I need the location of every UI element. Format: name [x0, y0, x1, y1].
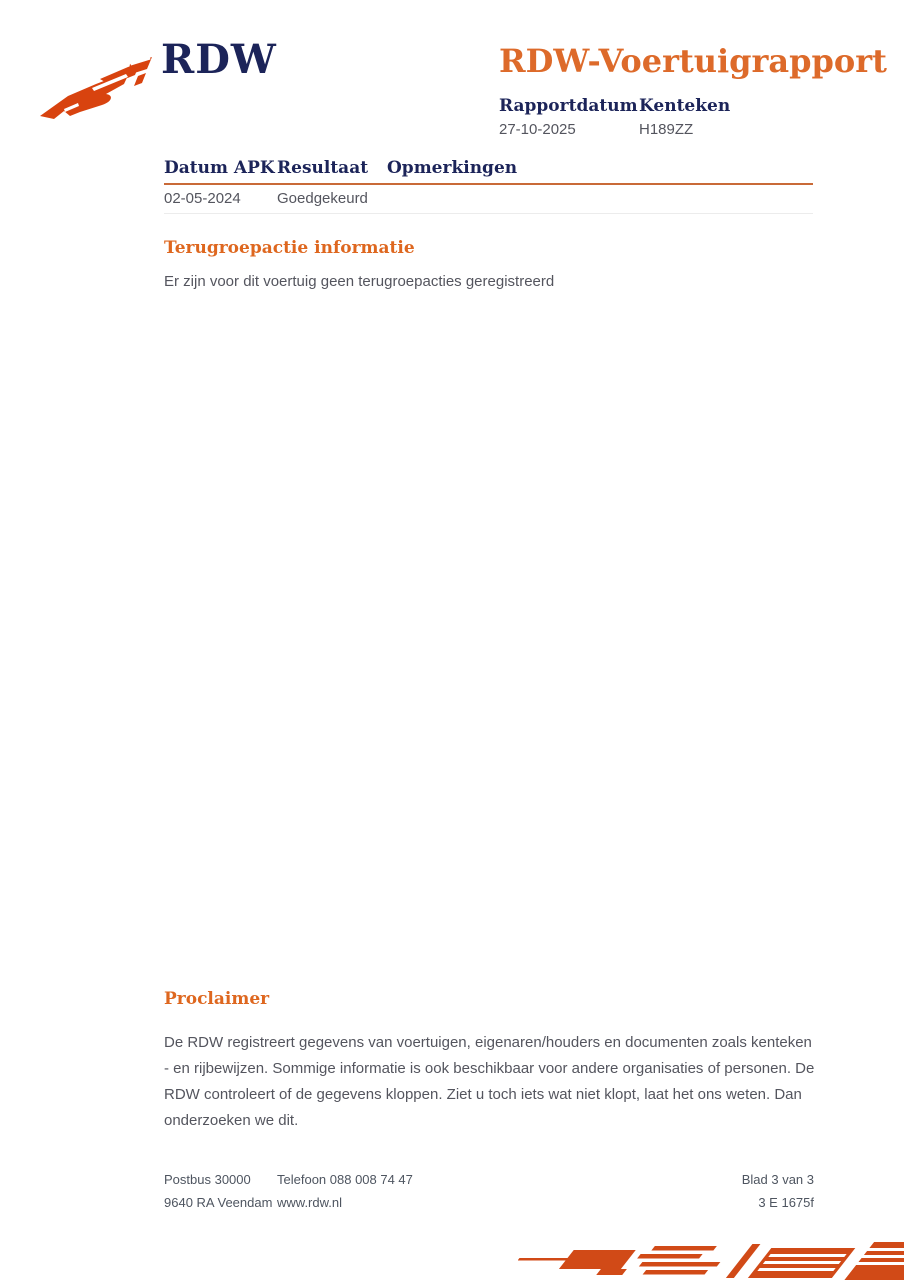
report-date-value: 27-10-2025 — [499, 121, 576, 138]
footer-phone: Telefoon 088 008 74 47 — [277, 1172, 413, 1187]
proclaimer-section — [164, 989, 819, 1134]
report-title: RDW-Voertuigrapport — [499, 42, 887, 80]
table-row — [164, 185, 813, 214]
footer-city: 9640 RA Veendam — [164, 1195, 273, 1210]
proclaimer-heading: Proclaimer — [164, 989, 270, 1009]
report-date-block — [499, 96, 638, 138]
rdw-flag-logo-icon — [34, 50, 162, 128]
apk-cell-datum: 02-05-2024 — [164, 190, 241, 207]
rdw-logotype: RDW — [161, 36, 277, 83]
apk-table-header-row — [164, 158, 813, 185]
recall-info-heading: Terugroepactie informatie — [164, 238, 415, 258]
license-plate-block — [639, 96, 730, 138]
recall-info-body: Er zijn voor dit voertuig geen terugroepacties geregistreerd — [164, 273, 555, 290]
bottom-stripes-graphic-icon — [518, 1242, 904, 1280]
page-footer — [164, 1166, 814, 1212]
footer-page-indicator: Blad 3 van 3 — [741, 1172, 814, 1187]
proclaimer-body: De RDW registreert gegevens van voertuigen, eigenaren/houders en documenten zoals kenteken - en rijbewijzen. Sommige informatie is ook beschikbaar voor andere organisaties of personen. De RDW controleert of de gegevens kloppen. Ziet u toch iets wat niet klopt, laat het ons weten. Dan onderzoeken we dit. — [164, 1034, 815, 1129]
apk-col-header-resultaat: Resultaat — [277, 158, 369, 178]
footer-postbus: Postbus 30000 — [164, 1172, 251, 1187]
apk-col-header-datum: Datum APK — [164, 158, 275, 178]
footer-website: www.rdw.nl — [277, 1195, 343, 1210]
license-plate-label: Kenteken — [639, 96, 731, 116]
license-plate-value: H189ZZ — [639, 121, 694, 138]
report-date-label: Rapportdatum — [499, 96, 638, 116]
apk-col-header-opmerkingen: Opmerkingen — [387, 158, 518, 178]
apk-table — [164, 158, 813, 214]
recall-info-section — [164, 238, 813, 295]
apk-cell-opmerkingen — [387, 190, 813, 207]
footer-document-code: 3 E 1675f — [758, 1195, 814, 1210]
apk-cell-resultaat: Goedgekeurd — [277, 190, 368, 207]
